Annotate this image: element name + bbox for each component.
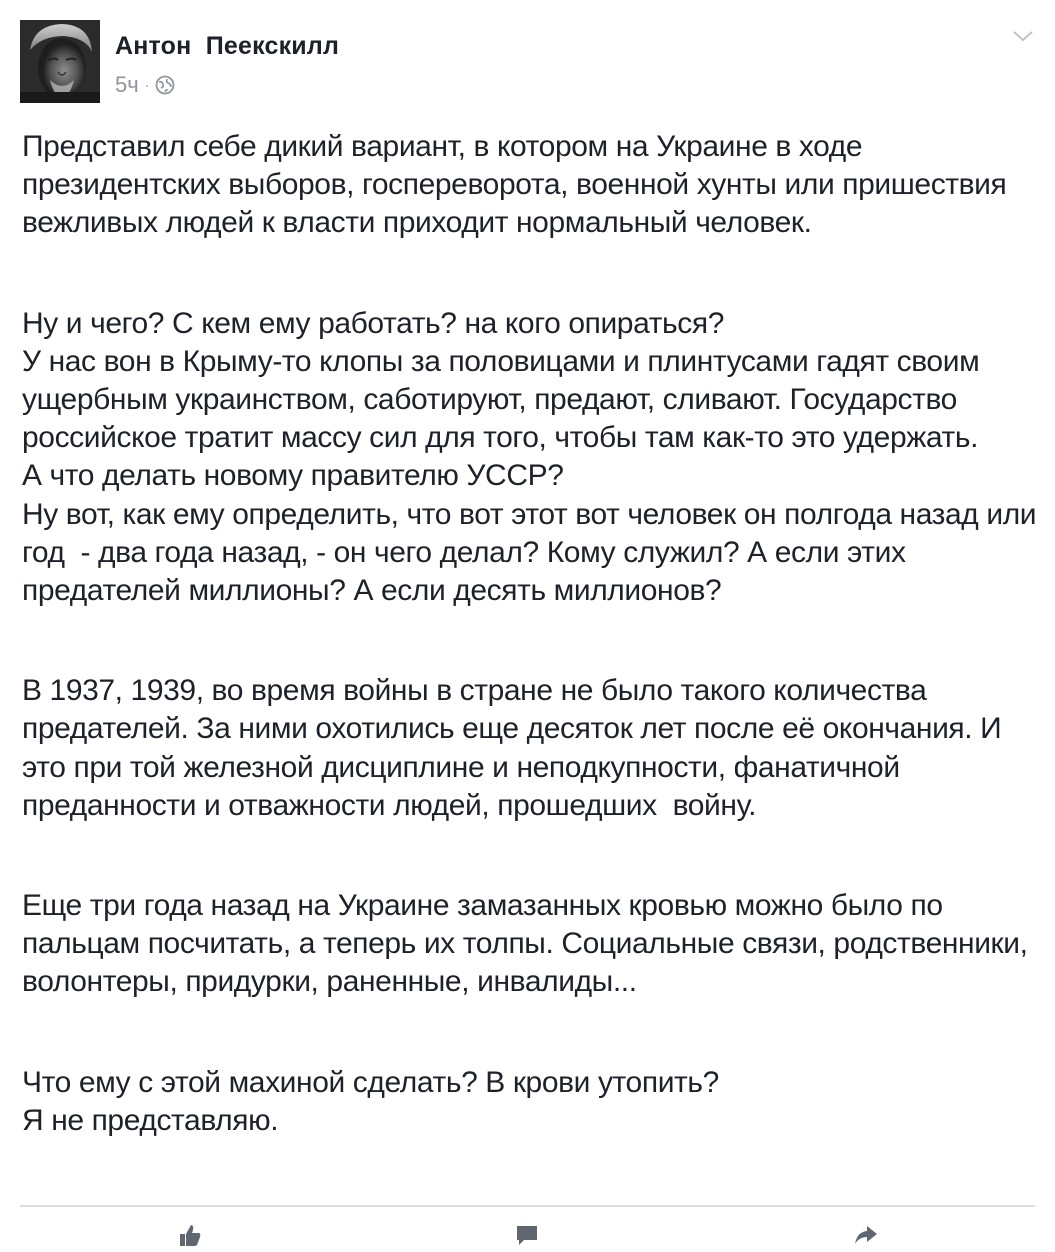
paragraph-2-line-1: Ну и чего? С кем ему работать? на кого опираться? <box>22 306 725 340</box>
divider <box>20 1205 1035 1207</box>
action-bar <box>20 1212 1035 1252</box>
paragraph-1-line-1: Представил себе дикий вариант, в котором на Украине в ходе президентских выборов, госпереворота, военной хунты или пришествия вежливых людей к власти приходит нормальный человек. <box>22 130 1015 240</box>
paragraph-gap <box>22 1002 1047 1064</box>
post-time[interactable]: 5ч <box>115 72 139 97</box>
post-text <box>22 128 1047 1140</box>
paragraph-2-line-3: А что делать новому правителю УССР? <box>22 459 564 493</box>
comment-button[interactable] <box>514 1212 540 1252</box>
paragraph-3-line-1: В 1937, 1939, во время войны в стране не было такого количества предателей. За ними охотились еще десяток лет после её окончания. И это при той железной дисциплине и неподкупности, фанатичной преданности и отважности людей, прошедших войну. <box>22 674 1010 822</box>
like-button[interactable] <box>176 1212 202 1252</box>
paragraph-gap <box>22 243 1047 305</box>
thumbs-up-icon <box>176 1222 202 1248</box>
share-icon <box>853 1222 879 1248</box>
avatar[interactable] <box>20 20 100 103</box>
paragraph-gap <box>22 825 1047 887</box>
share-button[interactable] <box>853 1212 879 1252</box>
paragraph-gap <box>22 610 1047 672</box>
post-meta <box>115 70 175 100</box>
chevron-down-icon[interactable] <box>1011 26 1035 46</box>
avatar-image <box>20 20 100 103</box>
post-header <box>20 20 1035 104</box>
paragraph-2-line-2: У нас вон в Крыму-то клопы за половицами и плинтусами гадят своим ущербным украинством, саботируют, предают, сливают. Государство российское тратит массу сил для того, чтобы там как-то это удержать. <box>22 344 988 455</box>
paragraph-5-line-1: Что ему с этой махиной сделать? В крови утопить? <box>22 1065 719 1099</box>
comment-icon <box>514 1222 540 1248</box>
paragraph-2-line-4: Ну вот, как ему определить, что вот этот вот человек он полгода назад или год - два года назад, - он чего делал? Кому служил? А если этих предателей миллионы? А если десять миллионов? <box>22 497 1045 608</box>
globe-icon <box>155 75 175 95</box>
paragraph-4-line-1: Еще три года назад на Украине замазанных кровью можно было по пальцам посчитать, а теперь их толпы. Социальные связи, родственники, волонтеры, придурки, раненные, инвалиды... <box>22 889 1036 999</box>
paragraph-5-line-2: Я не представляю. <box>22 1103 279 1137</box>
author-name[interactable]: Антон Пеекскилл <box>115 32 340 60</box>
meta-separator: · <box>144 77 150 93</box>
